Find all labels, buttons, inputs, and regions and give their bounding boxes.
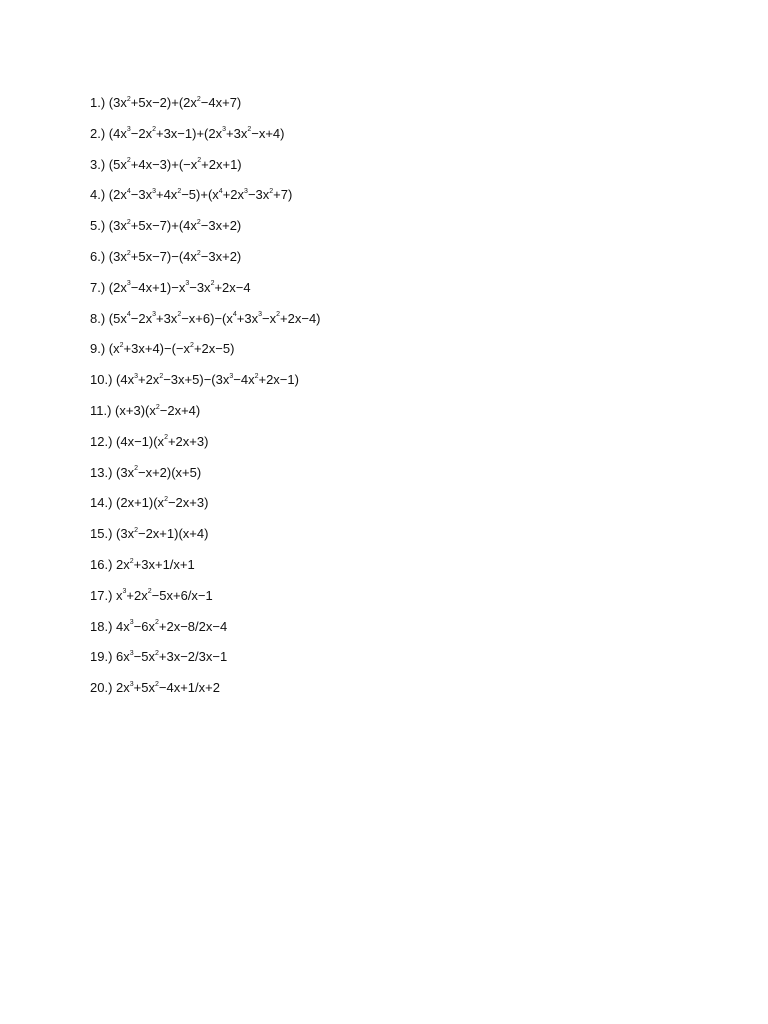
- problem-item: 16.) $2x^2+3x+1/x+1$: [90, 556, 195, 572]
- problem-item: 7.) $(2x^3-4x+1)-x^3-3x^2+2x-4$: [90, 279, 251, 295]
- exponent: 3: [126, 280, 131, 288]
- exponent: 3: [229, 372, 234, 380]
- exponent: 3: [129, 680, 134, 688]
- exponent: 2: [134, 465, 138, 473]
- exponent: 3: [185, 280, 190, 288]
- exponent: 4: [126, 311, 131, 319]
- problem-item: 8.) $(5x^4-2x^3+3x^2-x+6)-(x^4+3x^3-x^2+2x-4)$: [90, 310, 321, 326]
- exponent: 2: [155, 403, 160, 411]
- problem-item: 19.) $6x^3-5x^2+3x-2/3x-1$: [90, 649, 228, 665]
- exponent: 2: [196, 95, 201, 103]
- problem-item: 17.) $x^3+2x^2-5x+6/x-1$: [90, 587, 213, 603]
- exponent: 2: [210, 280, 215, 288]
- exponent: 2: [134, 526, 138, 534]
- exponent: 3: [152, 188, 156, 196]
- problem-item: 18.) $4x^3-6x^2+2x-8/2x-4$: [90, 618, 228, 634]
- exponent: 3: [152, 311, 156, 319]
- exponent: 2: [154, 680, 159, 688]
- exponent: 2: [196, 249, 201, 257]
- problem-item: 5.) $(3x^2+5x-7)+(4x^2-3x+2)$: [90, 218, 242, 234]
- exponent: 2: [197, 157, 202, 165]
- exponent: 3: [129, 650, 134, 658]
- problem-item: 1.) $(3x^2+5x-2)+(2x^2-4x+7)$: [90, 95, 242, 110]
- exponent: 2: [196, 218, 201, 226]
- exponent: 2: [119, 342, 124, 350]
- problem-item: 14.) $(2x+1)(x^2-2x+3)$: [90, 495, 209, 511]
- exponent: 3: [134, 372, 138, 380]
- exponent: 4: [218, 188, 223, 196]
- exponent: 2: [254, 372, 259, 380]
- exponent: 2: [177, 311, 182, 319]
- exponent: 2: [126, 95, 131, 103]
- exponent: 2: [247, 126, 252, 134]
- exponent: 2: [129, 557, 134, 565]
- problem-item: 11.) $(x+3)(x^2-2x+4)$: [90, 402, 201, 418]
- exponent: 4: [126, 188, 131, 196]
- exponent: 2: [159, 372, 164, 380]
- exponent: 2: [154, 650, 159, 658]
- problem-item: 6.) $(3x^2+5x-7)-(4x^2-3x+2)$: [90, 248, 242, 264]
- exponent: 2: [147, 588, 152, 596]
- problem-list: [90, 94, 321, 710]
- exponent: 3: [129, 619, 134, 627]
- exponent: 2: [269, 188, 274, 196]
- problem-item: 12.) $(4x-1)(x^2+2x+3)$: [90, 433, 209, 449]
- exponent: 4: [232, 311, 237, 319]
- exponent: 2: [190, 342, 194, 350]
- exponent: 2: [177, 188, 182, 196]
- problem-item: 20.) $2x^3+5x^2-4x+1/x+2$: [90, 680, 220, 696]
- exponent: 3: [258, 311, 263, 319]
- problem-item: 15.) $(3x^2-2x+1)(x+4)$: [90, 526, 209, 542]
- problem-item: 3.) $(5x^2+4x-3)+(-x^2+2x+1)$: [90, 156, 242, 172]
- exponent: 3: [122, 588, 127, 596]
- exponent: 2: [154, 619, 159, 627]
- exponent: 2: [164, 434, 168, 442]
- exponent: 3: [222, 126, 227, 134]
- problem-item: 9.) $(x^2+3x+4)-(-x^2+2x-5)$: [90, 341, 235, 357]
- exponent: 2: [276, 311, 281, 319]
- exponent: 2: [152, 126, 156, 134]
- problem-item: 13.) $(3x^2-x+2)(x+5)$: [90, 464, 202, 480]
- exponent: 3: [126, 126, 131, 134]
- exponent: 2: [126, 249, 131, 257]
- exponent: 2: [126, 157, 131, 165]
- exponent: 3: [244, 188, 248, 196]
- problem-item: 2.) $(4x^3-2x^2+3x-1)+(2x^3+3x^2-x+4)$: [90, 125, 285, 141]
- problem-item: 10.) $(4x^3+2x^2-3x+5)-(3x^3-4x^2+2x-1)$: [90, 372, 299, 388]
- problem-item: 4.) $(2x^4-3x^3+4x^2-5)+(x^4+2x^3-3x^2+7)$: [90, 187, 293, 203]
- exponent: 2: [126, 218, 131, 226]
- exponent: 2: [164, 496, 168, 504]
